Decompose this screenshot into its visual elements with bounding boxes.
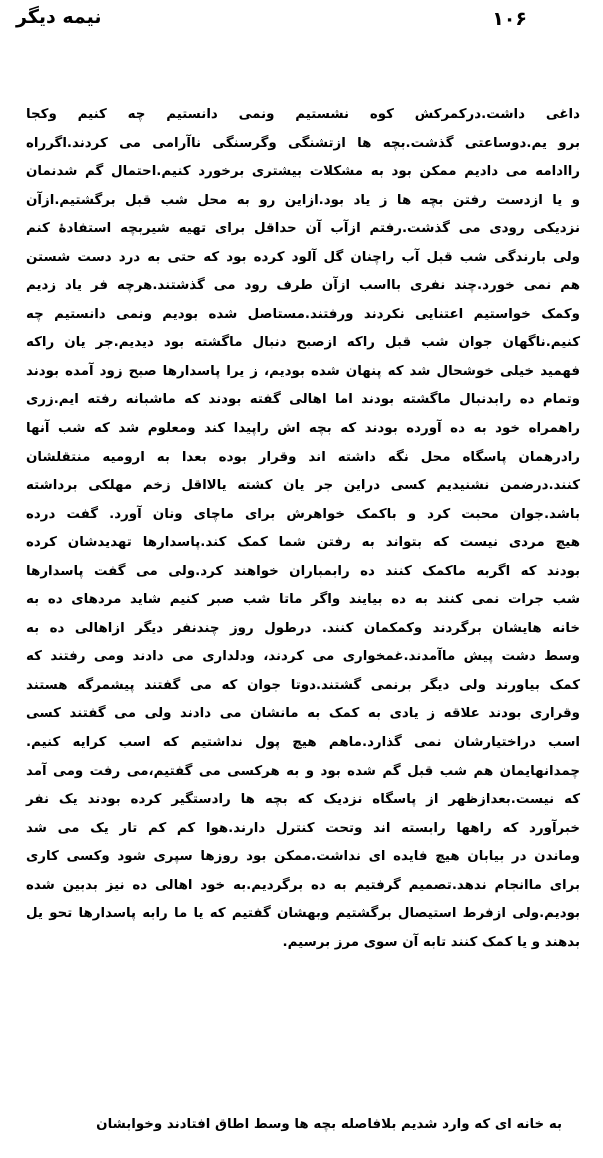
- paragraph-2: [26, 1111, 580, 1139]
- text-line: وتمام ده رابدنبال ماگشته بودند اما اهالی گفته بودند که ماشبانه رفته ایم.زری: [26, 392, 580, 408]
- text-line: و یا ازدست رفتن بچه ها ز یاد بود.ازاین رو به محل شب قبل برگشتیم.ازآن: [26, 192, 580, 208]
- text-line: ولی بارندگی شب قبل آب راچنان گل آلود کرده بود که حتی به درد دست شستن: [26, 249, 580, 265]
- text-line: چمدانهایمان هم شب قبل گم شده بود و به هرکسی می گفتیم،می رفت ومی آمد: [26, 763, 580, 779]
- text-line: هیچ مردی نیست که بتواند به رفتن شما کمک کند.پاسدارها تهدیدشان کرده: [26, 535, 580, 551]
- text-line: کنیم.ناگهان جوان شب قبل راکه ازصبح دنبال ماگشته بود دیدیم.جر یان راکه: [26, 335, 580, 351]
- text-line: کنند.درضمن نشنیدیم کسی دراین جر یان کشته یالااقل زخم مهلکی برداشته: [26, 478, 580, 494]
- text-line: وسط دشت پیش ماآمدند.غمخواری می کردند، ودلداری می دادند ومی رفتند که: [26, 649, 580, 665]
- text-line: راادامه می دادیم ممکن بود به مشکلات بیشتری برخورد کنیم.احتمال گم شدنمان: [26, 164, 580, 180]
- paragraph-1: [26, 101, 580, 957]
- text-line: به خانه ای که وارد شدیم بلافاصله بچه ها وسط اطاق افتادند وخوابشان: [96, 1117, 562, 1132]
- text-line: بودیم.ولی ازفرط استیصال برگشتیم وبهشان گفتیم که یا ما رابه پاسدارها تحو یل: [26, 906, 580, 922]
- running-head-title: نیمه دیگر: [16, 6, 102, 28]
- text-line: شب جرات نمی کنند به ده بیایند واگر ماتا شب صبر کنیم شاید مردهای ده به: [26, 592, 580, 608]
- text-line: برو یم.دوساعتی گذشت.بچه ها ازتشنگی وگرسنگی ناآرامی می کردند.اگرراه: [26, 135, 580, 151]
- page-number: ۱۰۶: [492, 8, 527, 30]
- page-header: [0, 4, 603, 44]
- text-line: وکمک خواستیم اعتنایی نکردند ورفتند.مستاصل شده بودیم ونمی دانستیم چه: [26, 306, 580, 322]
- text-line: کمک بیاورند ولی دیگر برنمی گشتند.دوتا جوان که می گفتند پیشمرگه هستند: [26, 677, 580, 693]
- text-line: فهمید خیلی خوشحال شد که پنهان شده بودیم، ز یرا پاسدارها صبح زود آمده بودند: [26, 363, 580, 379]
- text-line: هم نمی خورد.چند نفری بااسب ازآن طرف رود می گذشتند.هرچه فر یاد زدیم: [26, 278, 580, 294]
- text-line: نزدیکی رودی می گذشت.رفتم ازآب آن حداقل برای تهیه شیربچه استفادهٔ کنم: [26, 221, 580, 237]
- text-line: وقراری بودند علاقه ز یادی به کمک به مانشان می دادند ولی می گفتند کسی: [26, 706, 580, 722]
- text-line: باشد.جوان محبت کرد و باکمک خواهرش برای ماچای ونان آورد. گفت درده: [26, 506, 580, 522]
- text-line: داغی داشت.درکمرکش کوه نشستیم ونمی دانستیم چه کنیم وکجا: [26, 107, 580, 122]
- text-line: رادرهمان پاسگاه محل نگه داشته اند وقرار بوده بعدا به ارومیه منتقلشان: [26, 449, 580, 465]
- text-line: خبرآورد که راهها رابسته اند وتحت کنترل دارند.هوا کم کم تار یک می شد: [26, 820, 580, 836]
- text-line: که نیست.بعدازظهر از پاسگاه نزدیک که بچه ها رادستگیر کرده بودند یک نفر: [26, 792, 580, 808]
- text-line: برای ماانجام ندهد.تصمیم گرفتیم به ده برگردیم.به خود اهالی ده نیز بدبین شده: [26, 877, 580, 893]
- text-line: خانه هایشان برگردند وکمکمان کنند. درطول روز چندنفر دیگر ازاهالی ده به: [26, 620, 580, 636]
- text-line: وماندن در بیابان هیچ فایده ای نداشت.ممکن بود روزها سپری شود وکسی کاری: [26, 849, 580, 865]
- text-line: بودند که اگربه ماکمک کنند ده رابمباران خواهند کرد.ولی می گفت پاسدارها: [26, 563, 580, 579]
- text-line: راهمراه خود به ده آورده بودند که بچه اش راپیدا کند ومعلوم شد که شب آنها: [26, 421, 580, 437]
- text-line: اسب دراختیارشان نمی گذارد.ماهم هیچ پول نداشتیم که اسب کرایه کنیم.: [26, 735, 580, 751]
- text-line: بدهند و یا کمک کنند تابه آن سوی مرز برسیم.: [282, 934, 580, 950]
